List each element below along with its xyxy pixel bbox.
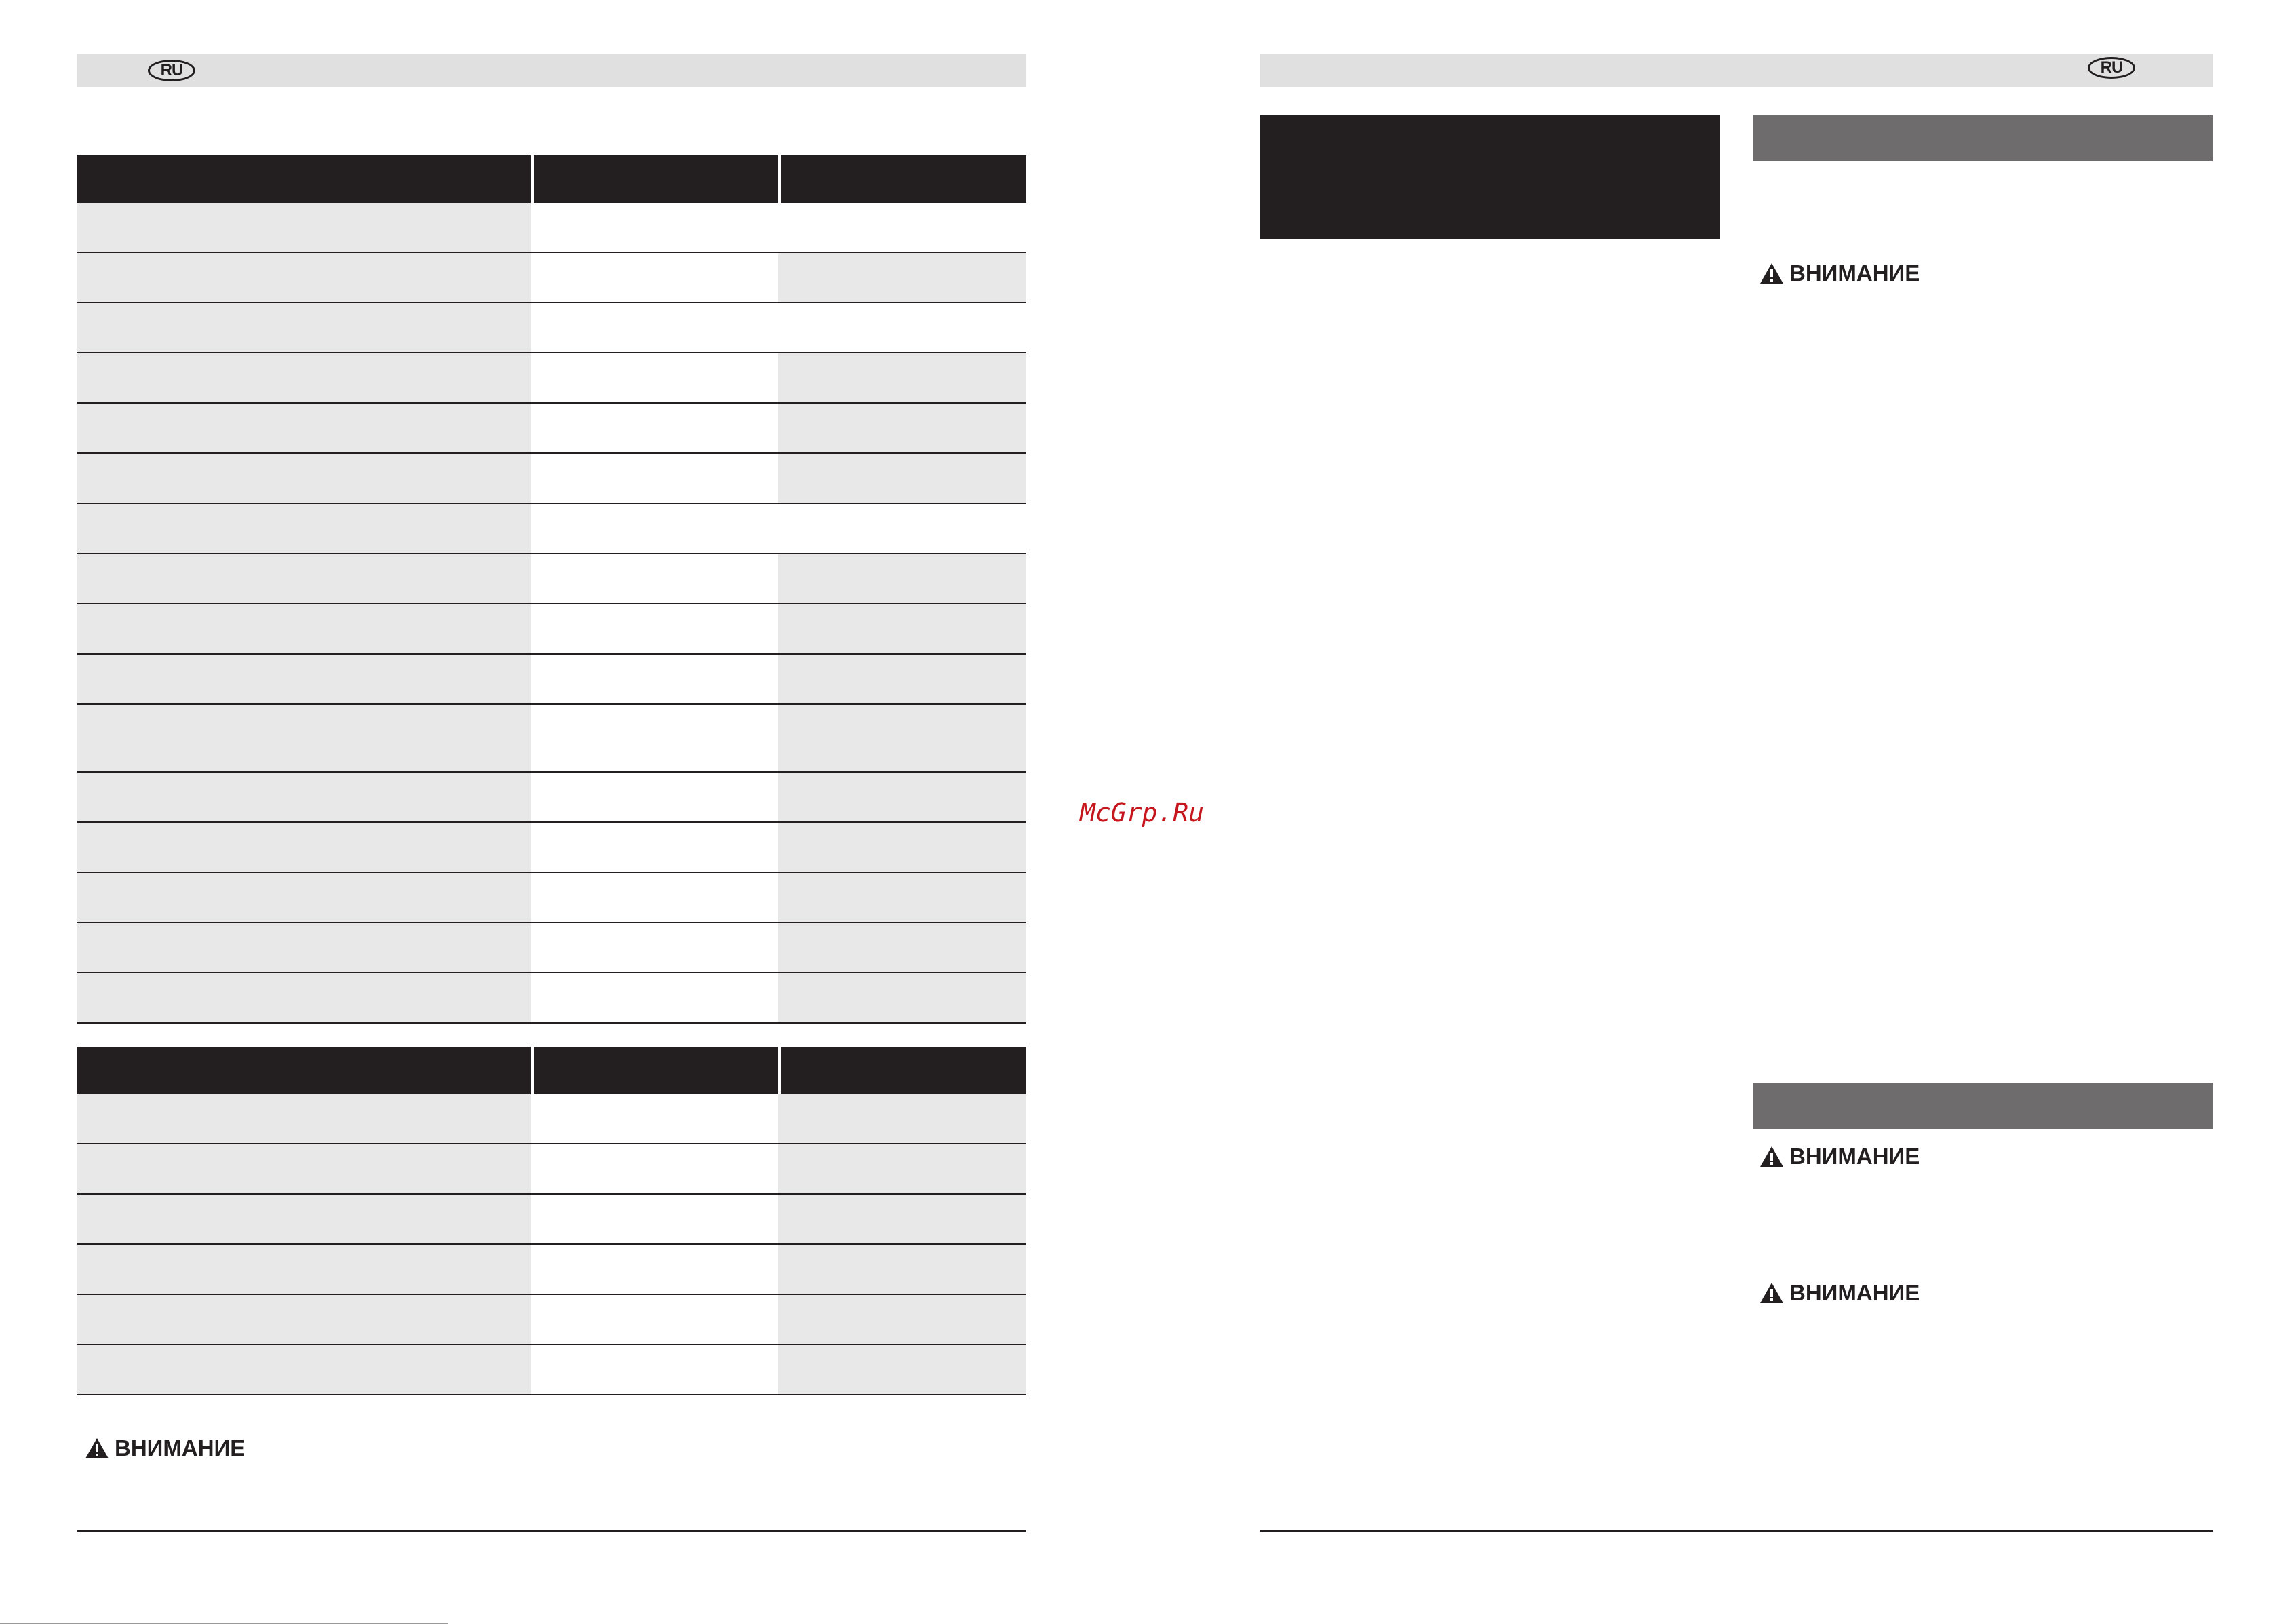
language-badge: RU	[2088, 57, 2135, 79]
table-header-cell	[531, 155, 778, 203]
right-header-bar	[1260, 54, 2213, 87]
table-row	[77, 1144, 1026, 1195]
table-cell	[77, 655, 531, 703]
left-footer-rule	[77, 1530, 1026, 1532]
table-cell	[531, 1144, 778, 1193]
table-cell	[77, 253, 531, 302]
table-row	[77, 404, 1026, 454]
table-row	[77, 1094, 1026, 1144]
table-cell	[778, 1245, 1026, 1294]
table-cell	[77, 1245, 531, 1294]
table-cell	[531, 504, 1026, 553]
table-cell	[77, 203, 531, 252]
table-cell	[531, 1195, 778, 1243]
table-cell	[531, 1295, 778, 1344]
table-body	[77, 1094, 1026, 1395]
table-cell	[531, 655, 778, 703]
table-cell	[778, 1195, 1026, 1243]
table-header-cell	[531, 1047, 778, 1094]
table-cell	[77, 604, 531, 653]
warning-label: ВНИМАНИЕ	[1789, 260, 1920, 286]
warning-notice	[1759, 1280, 1920, 1306]
warning-label: ВНИМАНИЕ	[1789, 1144, 1920, 1169]
spec-table-2	[77, 1047, 1026, 1395]
table-cell	[77, 873, 531, 922]
spec-table-1	[77, 155, 1026, 1024]
table-cell	[778, 1345, 1026, 1394]
table-cell	[531, 404, 778, 452]
table-header-cell	[77, 1047, 531, 1094]
table-cell	[778, 1295, 1026, 1344]
table-cell	[778, 404, 1026, 452]
table-cell	[778, 973, 1026, 1022]
table-cell	[531, 604, 778, 653]
watermark: McGrp.Ru	[1080, 798, 1205, 828]
table-cell	[531, 203, 1026, 252]
table-cell	[77, 1295, 531, 1344]
warning-triangle-icon	[1759, 1282, 1784, 1304]
table-cell	[531, 973, 778, 1022]
table-row	[77, 604, 1026, 655]
section-title-block	[1260, 115, 1720, 239]
warning-label: ВНИМАНИЕ	[115, 1435, 246, 1461]
warning-notice	[1759, 260, 1920, 286]
table-cell	[778, 554, 1026, 603]
table-cell	[778, 454, 1026, 503]
table-cell	[77, 1345, 531, 1394]
table-row	[77, 253, 1026, 303]
table-row	[77, 1295, 1026, 1345]
table-row	[77, 1345, 1026, 1395]
table-row	[77, 504, 1026, 554]
table-header-cell	[778, 155, 1026, 203]
table-cell	[778, 655, 1026, 703]
table-cell	[531, 1345, 778, 1394]
table-cell	[778, 923, 1026, 972]
language-badge: RU	[148, 60, 195, 81]
table-cell	[531, 1094, 778, 1143]
table-cell	[77, 1144, 531, 1193]
table-row	[77, 454, 1026, 504]
table-header-cell	[778, 1047, 1026, 1094]
table-cell	[77, 404, 531, 452]
table-cell	[778, 353, 1026, 402]
table-cell	[531, 705, 778, 771]
table-cell	[778, 705, 1026, 771]
table-header	[77, 1047, 1026, 1094]
warning-notice	[1759, 1144, 1920, 1169]
table-cell	[77, 923, 531, 972]
table-cell	[77, 504, 531, 553]
table-cell	[77, 823, 531, 872]
table-cell	[778, 773, 1026, 821]
table-cell	[77, 353, 531, 402]
table-cell	[778, 253, 1026, 302]
table-cell	[778, 1144, 1026, 1193]
table-row	[77, 1195, 1026, 1245]
table-cell	[531, 773, 778, 821]
table-cell	[531, 554, 778, 603]
table-cell	[77, 973, 531, 1022]
table-row	[77, 873, 1026, 923]
table-row	[77, 554, 1026, 604]
table-cell	[778, 873, 1026, 922]
table-cell	[778, 823, 1026, 872]
warning-notice	[85, 1435, 245, 1461]
left-header-bar	[77, 54, 1026, 87]
table-row	[77, 705, 1026, 773]
table-cell	[531, 1245, 778, 1294]
table-cell	[77, 454, 531, 503]
table-cell	[77, 1195, 531, 1243]
table-row	[77, 1245, 1026, 1295]
table-cell	[77, 773, 531, 821]
table-cell	[778, 604, 1026, 653]
table-cell	[531, 823, 778, 872]
table-row	[77, 655, 1026, 705]
table-cell	[531, 923, 778, 972]
table-cell	[77, 1094, 531, 1143]
warning-triangle-icon	[1759, 263, 1784, 284]
table-cell	[531, 253, 778, 302]
table-cell	[77, 554, 531, 603]
table-cell	[531, 873, 778, 922]
section-header-bar	[1753, 115, 2213, 161]
warning-triangle-icon	[1759, 1146, 1784, 1167]
section-header-bar	[1753, 1083, 2213, 1129]
warning-label: ВНИМАНИЕ	[1789, 1280, 1920, 1305]
table-cell	[531, 303, 1026, 352]
table-row	[77, 823, 1026, 873]
table-cell	[531, 454, 778, 503]
table-row	[77, 923, 1026, 973]
table-header-cell	[77, 155, 531, 203]
warning-triangle-icon	[85, 1437, 109, 1459]
table-cell	[77, 303, 531, 352]
table-cell	[531, 353, 778, 402]
table-cell	[77, 705, 531, 771]
table-row	[77, 353, 1026, 404]
table-row	[77, 773, 1026, 823]
table-cell	[778, 1094, 1026, 1143]
table-body	[77, 203, 1026, 1024]
table-row	[77, 303, 1026, 353]
right-footer-rule	[1260, 1530, 2213, 1532]
table-header	[77, 155, 1026, 203]
table-row	[77, 973, 1026, 1024]
table-row	[77, 203, 1026, 253]
